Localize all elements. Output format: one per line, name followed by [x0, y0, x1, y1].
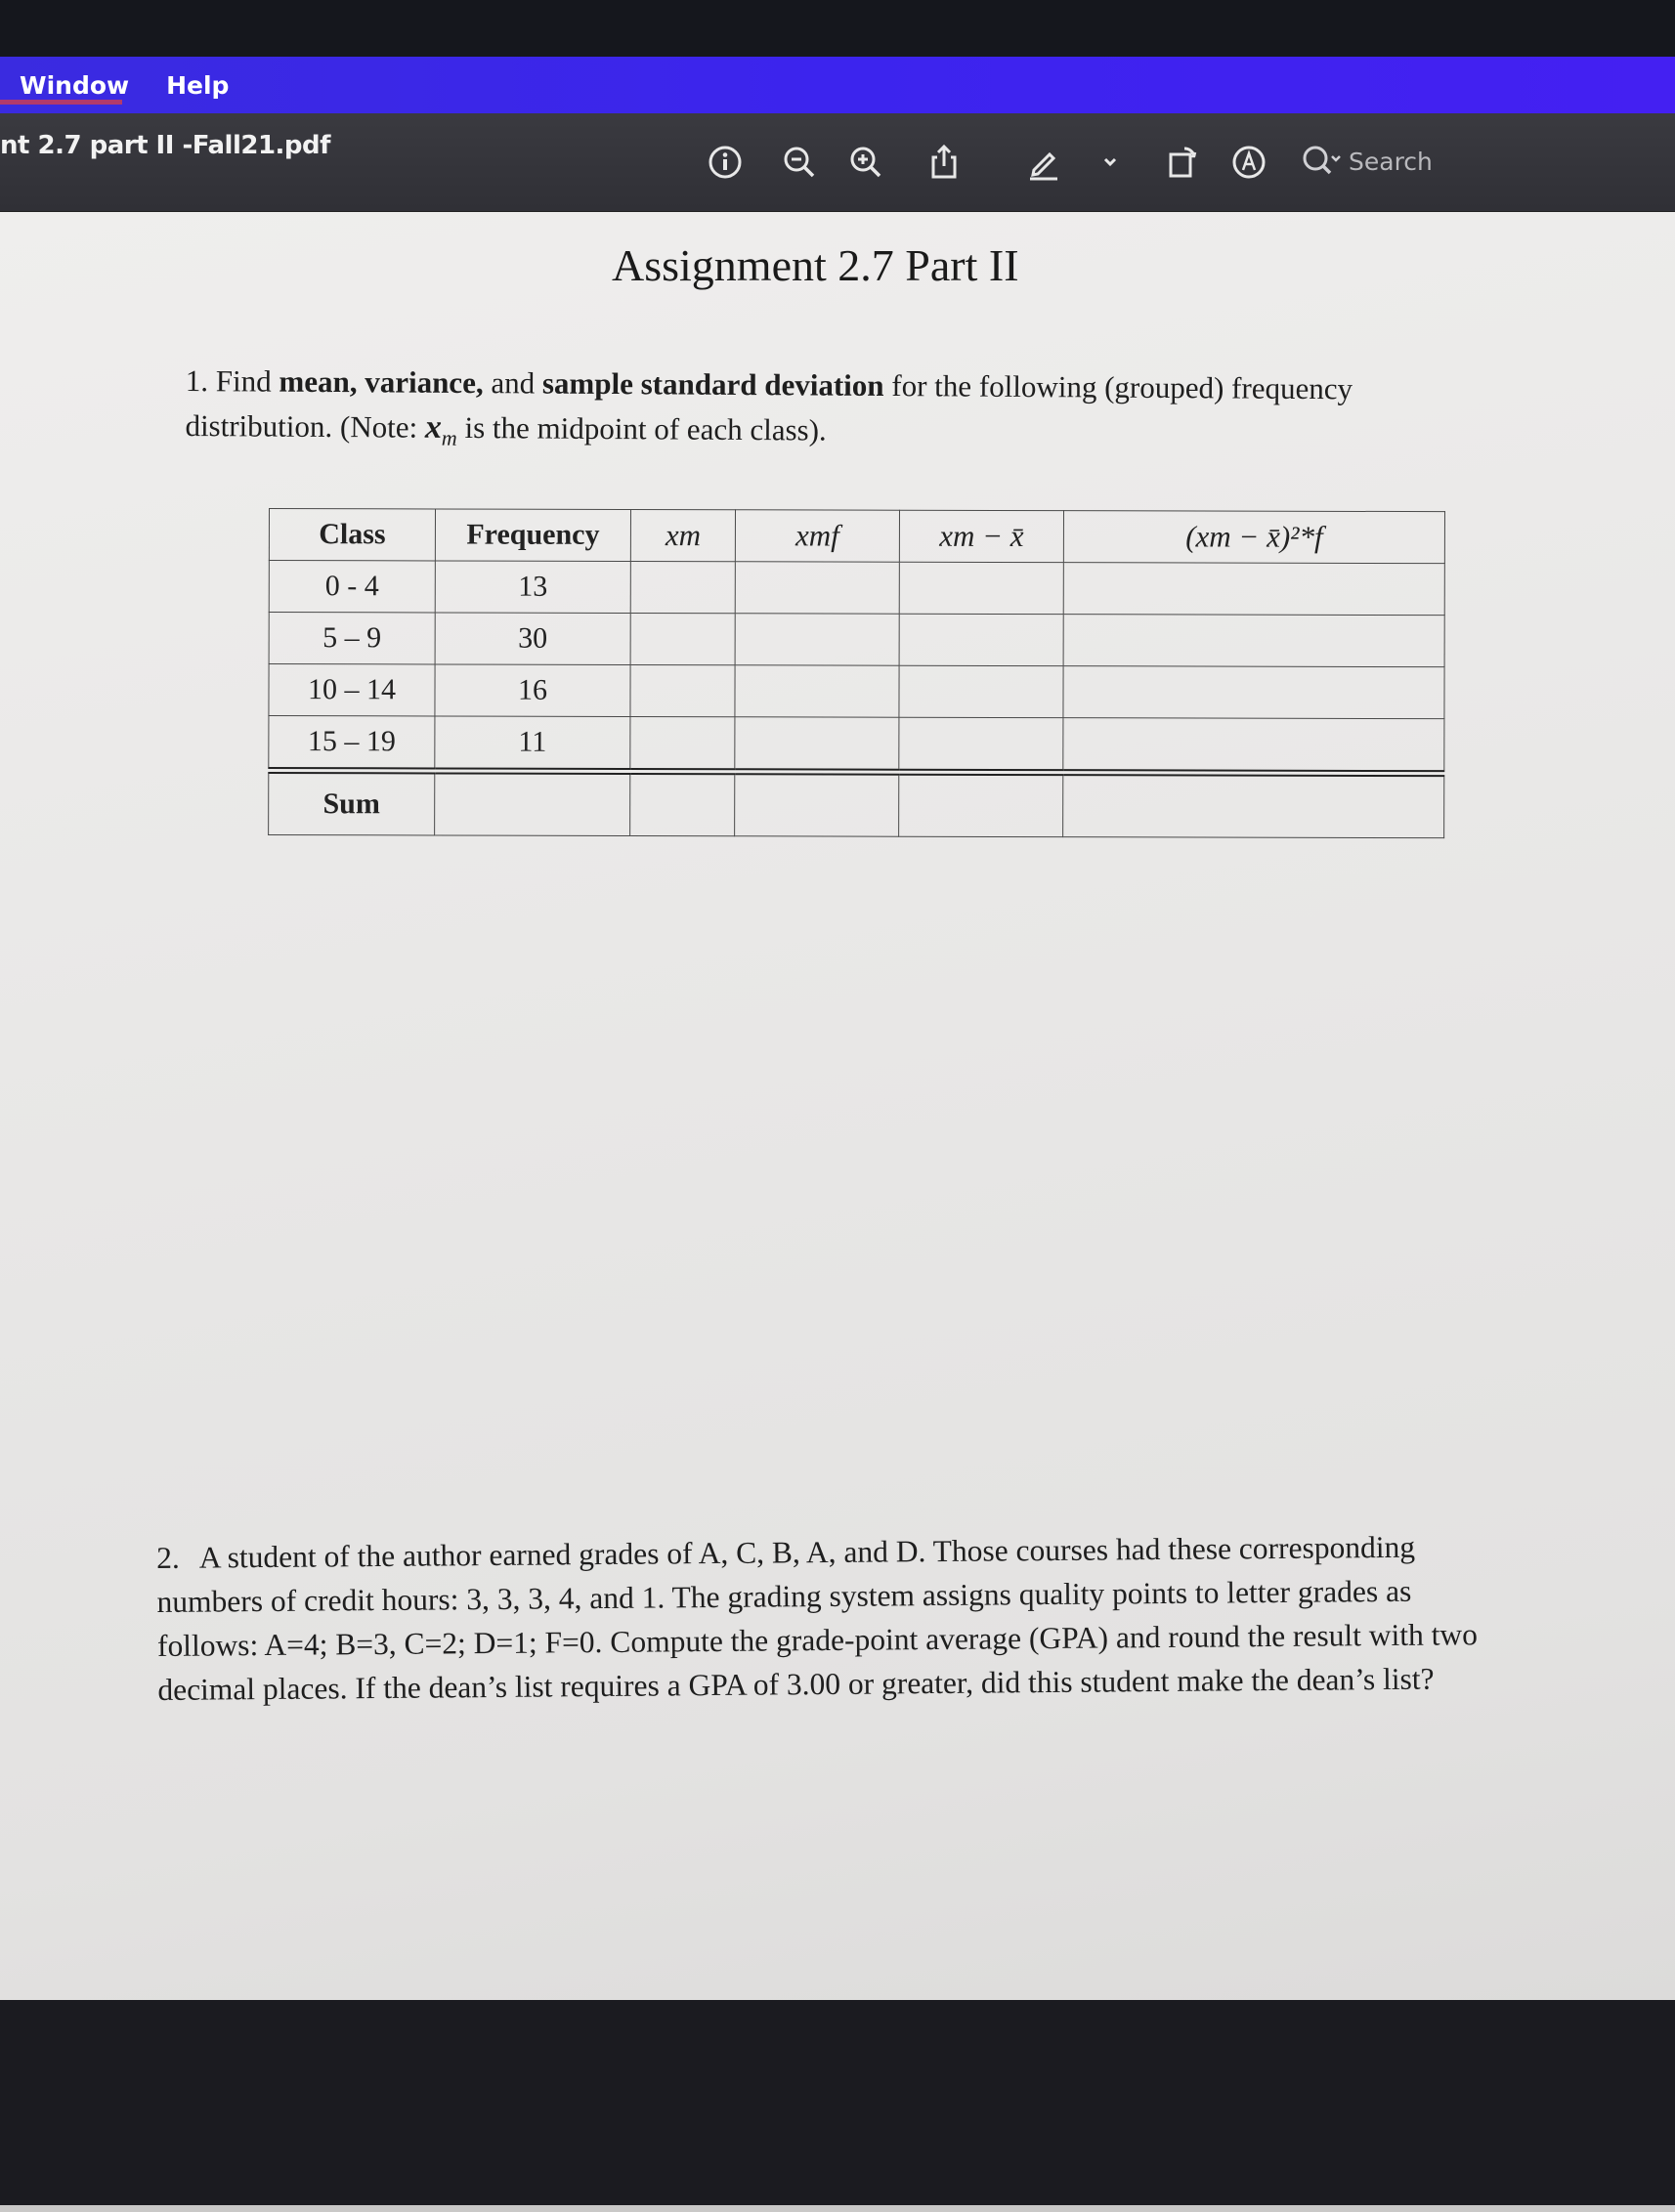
cell-empty — [899, 772, 1063, 836]
cell-empty — [899, 562, 1063, 614]
q1-bold-mean: mean, variance, — [279, 363, 484, 401]
q1-text-a: Find — [215, 363, 279, 399]
share-icon[interactable] — [923, 141, 966, 184]
cell-empty — [735, 562, 899, 614]
cell-empty — [1063, 563, 1444, 616]
cell-empty — [1063, 718, 1444, 774]
zoom-out-icon[interactable] — [778, 141, 821, 184]
info-icon[interactable] — [704, 141, 747, 184]
pdf-page — [0, 212, 1675, 2000]
cell-empty — [435, 771, 630, 836]
q1-text-b: and — [483, 365, 543, 401]
frequency-table — [268, 508, 1445, 838]
q1-bold-sd: sample standard deviation — [541, 365, 884, 403]
header-xmf: xmf — [735, 510, 899, 562]
frequency-table-wrapper — [268, 508, 1445, 838]
cell-frequency: 13 — [435, 561, 630, 614]
question-2 — [156, 1524, 1487, 1712]
rotate-icon[interactable] — [1161, 141, 1204, 184]
table-header-row — [269, 509, 1444, 564]
cell-class: 5 – 9 — [269, 613, 435, 664]
header-squared-dev-times-f: (xm − x̄)²*f — [1063, 511, 1444, 564]
question-1 — [185, 359, 1388, 467]
menu-help[interactable]: Help — [166, 70, 230, 100]
cell-frequency: 16 — [435, 664, 630, 717]
chevron-down-icon[interactable] — [1089, 141, 1132, 184]
table-row — [269, 613, 1444, 667]
q1-number: 1. — [185, 362, 209, 399]
q2-text: A student of the author earned grades of A, C, B, A, and D. Those courses had these corresponding numbers of credit hours: 3, 3, 3, 4, and 1. The grading system assigns quality points to letter grades as follows: A=4; B=3, C=2; D=1; F=0. Compute the grade-point average (GPA) and round the result with two decimal places. If the dean’s list requires a GPA of 3.00 or greater, did this student make the dean’s list? — [156, 1529, 1479, 1707]
header-xm: xm — [630, 509, 735, 561]
cell-empty — [899, 665, 1063, 717]
cell-empty — [735, 772, 899, 836]
cell-empty — [1063, 666, 1444, 719]
menubar — [0, 57, 1675, 113]
menu-active-indicator — [0, 100, 122, 105]
preview-toolbar — [0, 113, 1675, 212]
table-row — [269, 716, 1444, 774]
xm-symbol: $x_m$ — [424, 408, 457, 450]
header-class: Class — [269, 509, 435, 561]
cell-class: 15 – 19 — [269, 716, 435, 771]
screen-top-band — [0, 0, 1675, 57]
cell-frequency: 11 — [435, 716, 630, 772]
q1-text-d: is the midpoint of each class). — [456, 409, 827, 447]
search-icon — [1300, 142, 1343, 181]
cell-empty — [899, 717, 1063, 772]
sum-label: Sum — [269, 771, 435, 835]
cell-empty — [630, 664, 735, 716]
cell-empty — [735, 717, 899, 772]
search-field[interactable] — [1300, 139, 1485, 184]
q1-text-c: for the following (grouped) frequency distribution. (Note: — [185, 367, 1353, 445]
markup-pen-icon[interactable] — [1022, 141, 1065, 184]
table-row — [269, 664, 1444, 719]
menu-window[interactable]: Window — [20, 70, 130, 100]
cell-empty — [1063, 615, 1444, 667]
cell-empty — [630, 771, 735, 835]
cell-empty — [630, 561, 735, 613]
cell-empty — [735, 665, 899, 717]
cell-empty — [630, 716, 735, 771]
search-placeholder: Search — [1349, 147, 1433, 176]
header-frequency: Frequency — [435, 509, 630, 562]
cell-empty — [630, 613, 735, 664]
cell-class: 0 - 4 — [269, 561, 435, 613]
page-bottom-edge — [0, 2205, 1675, 2212]
cell-empty — [1063, 773, 1444, 838]
page-title: Assignment 2.7 Part II — [612, 240, 1019, 290]
cell-class: 10 – 14 — [269, 664, 435, 716]
cell-empty — [899, 614, 1063, 665]
annotate-icon[interactable] — [1227, 141, 1270, 184]
zoom-in-icon[interactable] — [844, 141, 887, 184]
table-row — [269, 561, 1444, 616]
cell-empty — [735, 614, 899, 665]
document-title: nt 2.7 part II -Fall21.pdf — [0, 131, 330, 160]
header-xm-minus-mean: xm − x̄ — [899, 510, 1063, 562]
cell-frequency: 30 — [435, 613, 630, 665]
q2-number: 2. — [156, 1540, 180, 1575]
sum-row — [269, 771, 1444, 838]
